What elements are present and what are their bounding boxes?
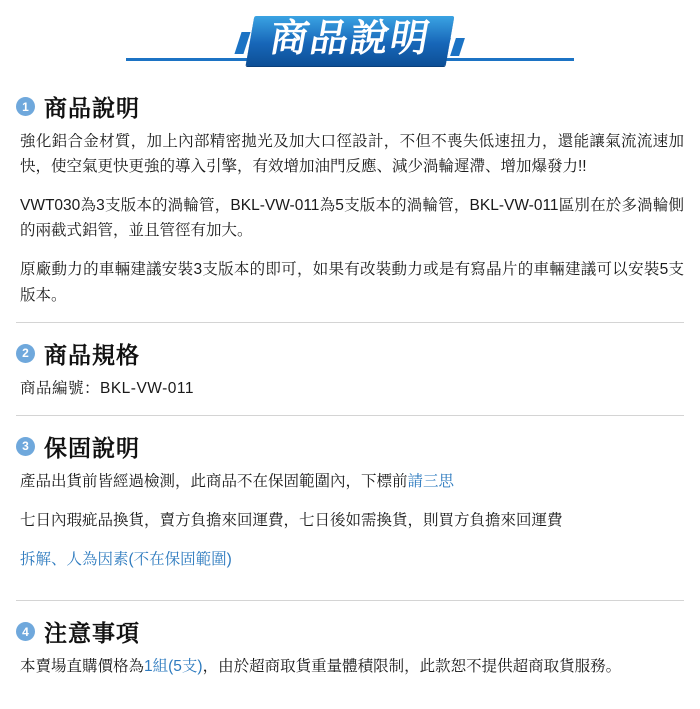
- section-body-2: [20, 376, 684, 401]
- section-header: [16, 90, 684, 123]
- section-badge-4: 4: [16, 622, 35, 641]
- product-description-page: [0, 8, 700, 709]
- section-body-4: [20, 654, 684, 679]
- paragraph: VWT030為3支版本的渦輪管，BKL-VW-011為5支版本的渦輪管，BKL-VW-011區別在於多渦輪側的兩截式鋁管，並且管徑有加大。: [20, 197, 684, 240]
- section-badge-1: 1: [16, 97, 35, 116]
- section-title-3: 保固說明: [44, 434, 140, 461]
- section-header: [16, 337, 684, 370]
- section-header: [16, 430, 684, 463]
- notice-pre: 本賣場直購價格為: [20, 658, 145, 676]
- warranty-line-3: 拆解、人為因素(不在保固範圍): [20, 550, 232, 568]
- divider: [16, 322, 684, 323]
- section-body-3: [20, 469, 684, 572]
- paragraph: 強化鋁合金材質，加上內部精密拋光及加大口徑設計，不但不喪失低速扭力，還能讓氣流流速加快，使空氣更快更強的導入引擎，有效增加油門反應、減少渦輪遲滯、增加爆發力!!: [20, 133, 684, 176]
- banner-inner: [16, 8, 684, 80]
- section-title-4: 注意事項: [44, 620, 140, 647]
- product-code: 商品編號：BKL-VW-011: [20, 379, 195, 397]
- notice-accent: 1組(5支): [144, 658, 203, 676]
- section-notice: [16, 609, 684, 689]
- warranty-line-1: [20, 469, 684, 494]
- divider: [16, 600, 684, 601]
- section-warranty: [16, 424, 684, 596]
- section-title-2: 商品規格: [44, 341, 140, 368]
- section-body-1: [20, 129, 684, 308]
- section-product-description: [16, 84, 684, 318]
- banner-title: 商品說明: [246, 16, 455, 66]
- banner: [16, 8, 684, 80]
- section-title-1: 商品說明: [44, 95, 140, 121]
- warranty-line-1-text: 產品出貨前皆經過檢測，此商品不在保固範圍內，下標前: [20, 472, 408, 490]
- warranty-line-1-accent: 請三思: [407, 472, 455, 490]
- section-product-spec: [16, 331, 684, 411]
- divider: [16, 415, 684, 416]
- paragraph: 原廠動力的車輛建議安裝3支版本的即可，如果有改裝動力或是有寫晶片的車輛建議可以安裝5支版本。: [20, 261, 684, 304]
- section-header: [16, 615, 684, 648]
- section-badge-2: 2: [16, 344, 35, 363]
- warranty-line-2: 七日內瑕疵品換貨，賣方負擔來回運費，七日後如需換貨，則買方負擔來回運費: [20, 511, 563, 529]
- section-badge-3: 3: [16, 437, 35, 456]
- notice-post: ，由於超商取貨重量體積限制，此款恕不提供超商取貨服務。: [202, 658, 622, 676]
- notice-text: [20, 654, 684, 679]
